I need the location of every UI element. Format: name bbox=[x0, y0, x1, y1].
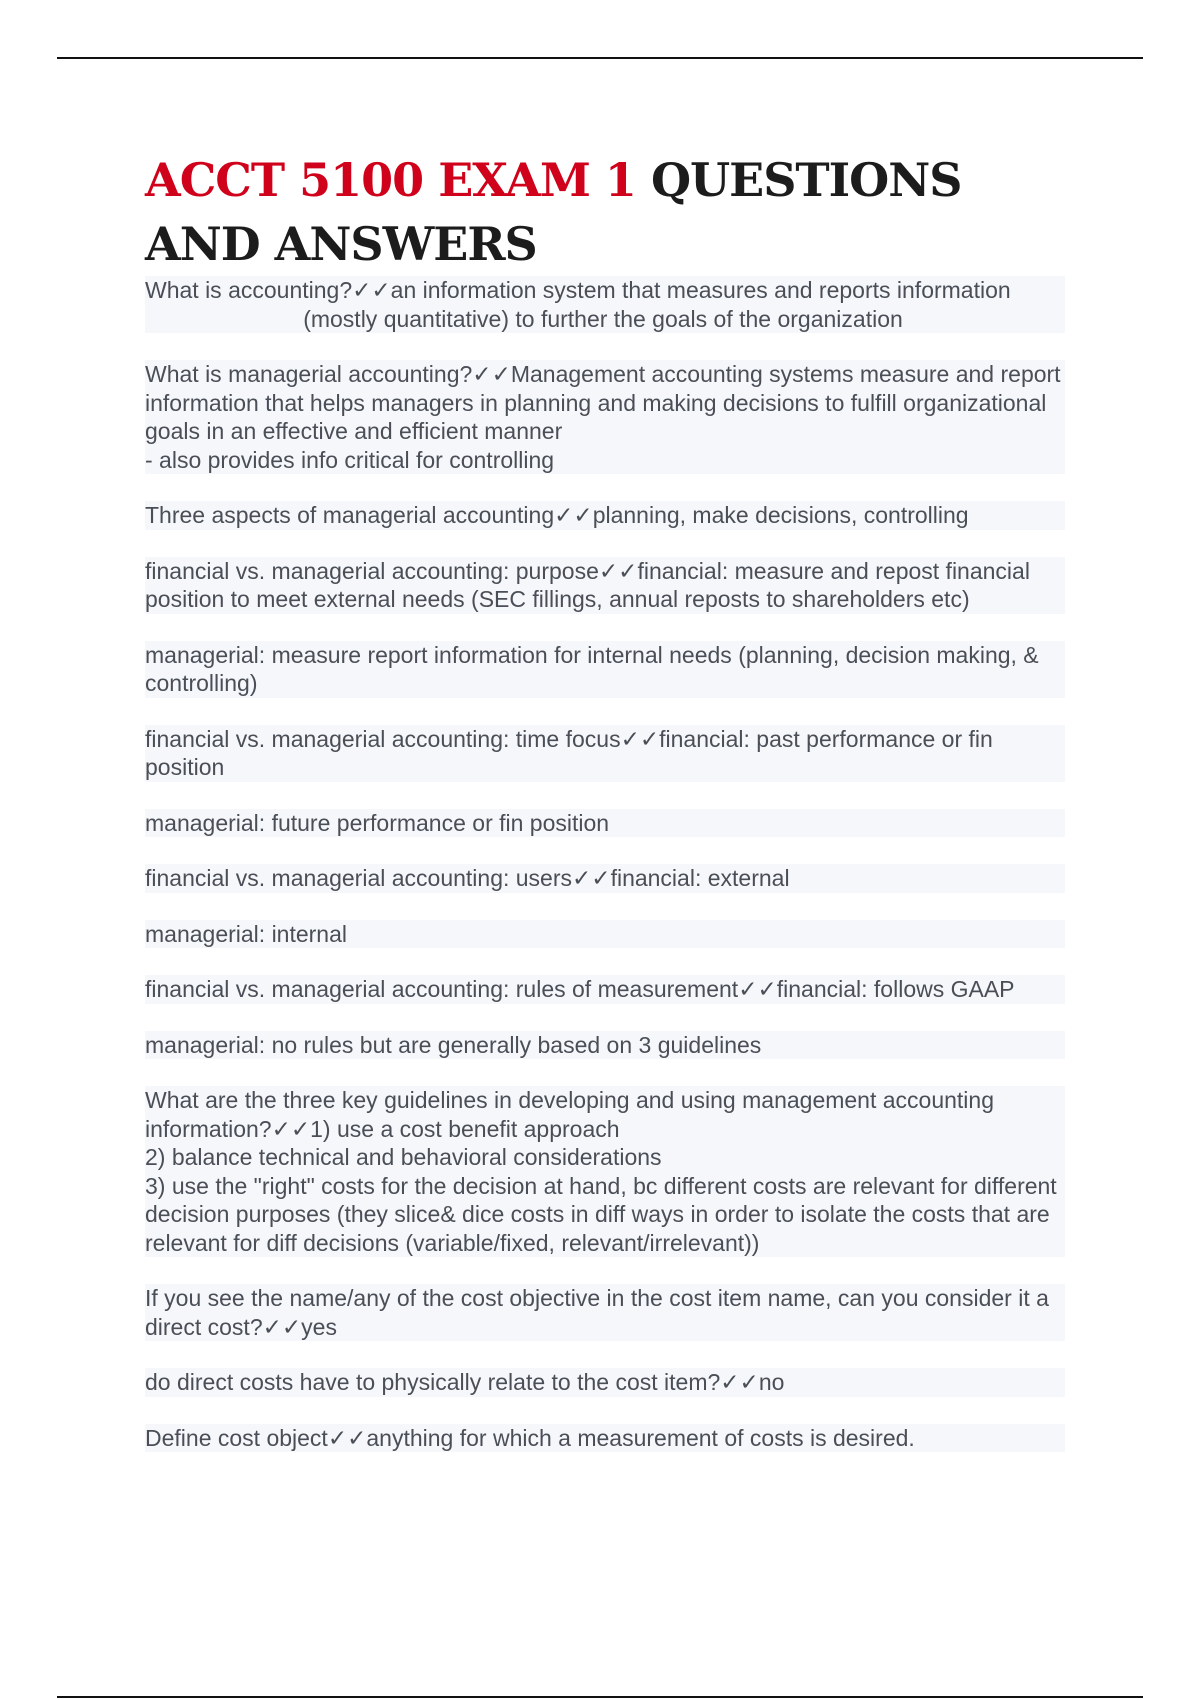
answer: anything for which a measurement of costs is desired. bbox=[366, 1424, 915, 1451]
qa-item bbox=[145, 864, 1065, 893]
question: What are the three key guidelines in developing and using management accounting information? bbox=[145, 1087, 1001, 1142]
answer: financial: past performance or fin position bbox=[145, 725, 1000, 780]
check-marks: ✓✓ bbox=[352, 277, 391, 303]
question: If you see the name/any of the cost objective in the cost item name, can you consider it a direct cost? bbox=[145, 1285, 1056, 1340]
bottom-rule bbox=[57, 1696, 1143, 1698]
qa-item bbox=[145, 1424, 1065, 1453]
question: financial vs. managerial accounting: users bbox=[145, 865, 573, 891]
check-marks: ✓✓ bbox=[271, 1115, 311, 1142]
qa-paragraph: managerial: measure report information for internal needs (planning, decision making, & controlling) bbox=[145, 641, 1065, 698]
check-marks: ✓✓ bbox=[598, 557, 638, 584]
check-marks: ✓✓ bbox=[572, 865, 611, 891]
question: financial vs. managerial accounting: purpose bbox=[145, 557, 599, 584]
qa-item bbox=[145, 557, 1065, 614]
title-accent: ACCT 5100 EXAM 1 bbox=[145, 153, 636, 207]
qa-item bbox=[145, 1284, 1065, 1341]
check-marks: ✓✓ bbox=[262, 1313, 302, 1340]
question: Define cost object bbox=[145, 1424, 328, 1451]
answer-continuation: (mostly quantitative) to further the goals of the organization bbox=[303, 305, 903, 332]
question: What is managerial accounting? bbox=[145, 361, 473, 387]
answer: planning, make decisions, controlling bbox=[592, 502, 969, 528]
question: do direct costs have to physically relate to the cost item? bbox=[145, 1369, 721, 1395]
qa-item bbox=[145, 1368, 1065, 1397]
answer: an information system that measures and reports information bbox=[390, 277, 1011, 303]
top-rule bbox=[57, 57, 1143, 59]
question: financial vs. managerial accounting: rules of measurement bbox=[145, 976, 739, 1002]
check-marks: ✓✓ bbox=[327, 1424, 367, 1451]
check-marks: ✓✓ bbox=[554, 502, 593, 528]
answer: financial: follows GAAP bbox=[776, 976, 1015, 1002]
qa-paragraph: managerial: no rules but are generally based on 3 guidelines bbox=[145, 1031, 1065, 1060]
question: Three aspects of managerial accounting bbox=[145, 502, 555, 528]
check-marks: ✓✓ bbox=[472, 361, 511, 387]
answer: Management accounting systems measure and report information that helps managers in planning and making decisions to fulfill organizational goals in an effective and efficient manner - also provides info critical for controlling bbox=[145, 361, 1061, 473]
question: financial vs. managerial accounting: time focus bbox=[145, 725, 621, 752]
qa-item bbox=[145, 360, 1065, 474]
qa-item bbox=[145, 276, 1065, 333]
question: What is accounting? bbox=[145, 277, 353, 303]
answer: financial: external bbox=[610, 865, 790, 891]
answer: no bbox=[758, 1369, 785, 1395]
check-marks: ✓✓ bbox=[620, 725, 660, 752]
answer: 1) use a cost benefit approach 2) balance technical and behavioral considerations 3) use the "right" costs for the decision at hand, bc different costs are relevant for different decision purposes (they slice& dice costs in diff ways in order to isolate the costs that are relevant for diff decisions (variable/fixed, relevant/irrelevant)) bbox=[145, 1115, 1057, 1256]
document-body bbox=[145, 276, 1065, 1479]
check-marks: ✓✓ bbox=[720, 1369, 759, 1395]
answer: yes bbox=[301, 1313, 337, 1340]
qa-item bbox=[145, 725, 1065, 782]
qa-paragraph: managerial: future performance or fin position bbox=[145, 809, 1065, 838]
qa-item bbox=[145, 501, 1065, 530]
qa-item bbox=[145, 975, 1065, 1004]
answer: financial: measure and repost financial position to meet external needs (SEC fillings, annual reposts to shareholders etc) bbox=[145, 557, 1037, 612]
qa-item bbox=[145, 1086, 1065, 1257]
document-title bbox=[145, 148, 1085, 276]
title-rest: QUESTIONS AND ANSWERS bbox=[145, 153, 962, 271]
check-marks: ✓✓ bbox=[738, 976, 777, 1002]
qa-paragraph: managerial: internal bbox=[145, 920, 1065, 949]
